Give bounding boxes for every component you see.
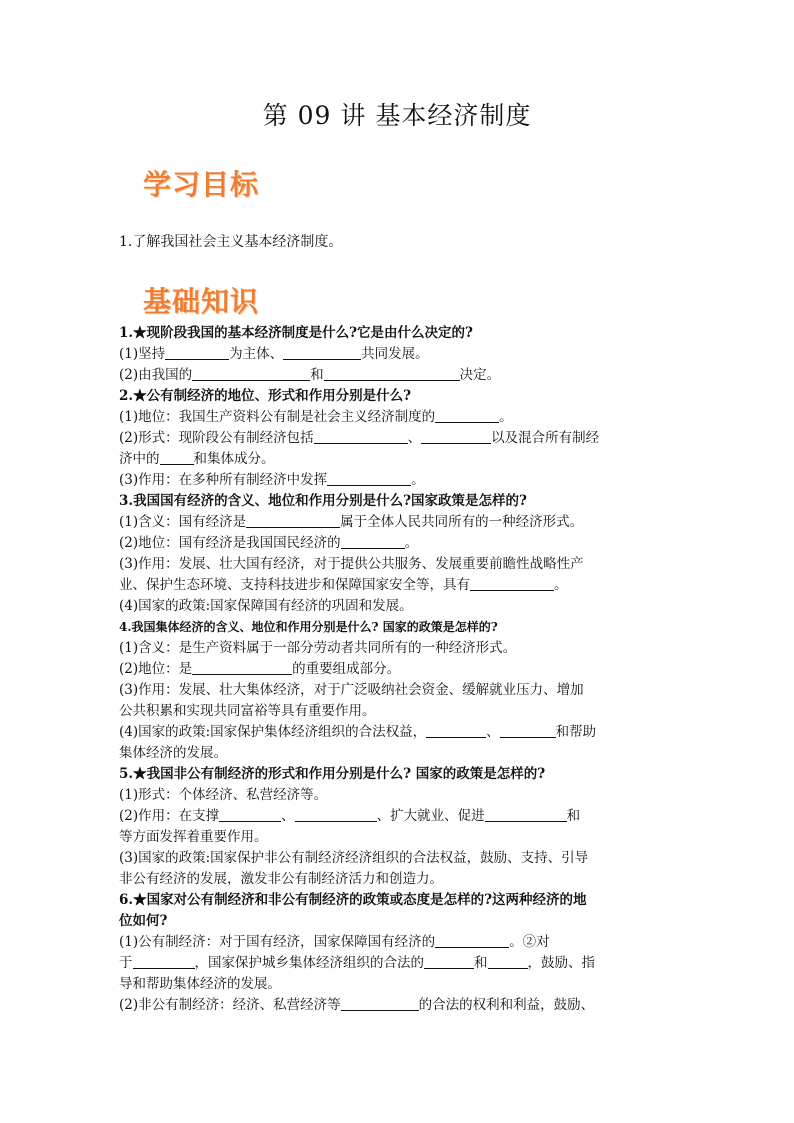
question-4-line: (2)地位：是 的重要组成部分。 [119,661,401,677]
fill-blank [160,450,194,465]
fill-blank [165,345,229,360]
fill-blank [341,534,405,549]
question-6-title: 6.★国家对公有制经济和非公有制经济的政策或态度是怎样的?这两种经济的地 [119,892,587,908]
fill-blank [341,996,419,1011]
question-2-line: (1)地位：我国生产资料公有制是社会主义经济制度的 。 [119,409,513,425]
question-4-line: (4)国家的政策:国家保护集体经济组织的合法权益， 、 和帮助 [119,724,597,740]
fill-blank [485,807,567,822]
question-3-line: (1)含义：国有经济是 属于全体人民共同所有的一种经济形式。 [119,514,584,530]
question-4-line: (3)作用：发展、壮大集体经济，对于广泛吸纳社会资金、缓解就业压力、增加 [119,682,584,698]
fill-blank [192,366,310,381]
question-6-line: 导和帮助集体经济的发展。 [119,976,281,992]
question-3-line: (4)国家的政策:国家保障国有经济的巩固和发展。 [119,598,413,614]
fill-blank [435,408,499,423]
question-5-title: 5.★我国非公有制经济的形式和作用分别是什么? 国家的政策是怎样的? [119,766,546,782]
fill-blank [327,471,411,486]
fill-blank [192,660,292,675]
fill-blank [424,954,474,969]
fill-blank [314,429,408,444]
fill-blank [426,723,486,738]
question-4-line: 公共积累和实现共同富裕等具有重要作用。 [119,703,376,719]
fill-blank [133,954,195,969]
fill-blank [219,807,281,822]
fill-blank [500,723,556,738]
question-1-line: (1)坚持 为主体、 共同发展。 [119,346,429,362]
fill-blank [488,954,528,969]
fill-blank [246,513,340,528]
fill-blank [283,345,361,360]
page-title: 第 09 讲 基本经济制度 [262,101,532,130]
question-5-line: (1)形式：个体经济、私营经济等。 [119,787,328,803]
question-5-line: (3)国家的政策:国家保护非公有制经济经济组织的合法权益，鼓励、支持、引导 [119,850,589,866]
fill-blank [324,366,460,381]
question-3-line: (2)地位：国有经济是我国国民经济的 。 [119,535,419,551]
question-6-title: 位如何? [119,913,168,929]
question-6-line: (2)非公有制经济：经济、私营经济等 的合法的权利和利益，鼓励、 [119,997,595,1013]
question-4-line: 集体经济的发展。 [119,745,227,761]
question-4-title: 4.我国集体经济的含义、地位和作用分别是什么? 国家的政策是怎样的? [119,620,498,634]
question-1-line: (2)由我国的 和 决定。 [119,367,501,383]
question-2-line: (2)形式：现阶段公有制经济包括 、 以及混合所有制经 [119,430,600,446]
question-6-line: 于 ，国家保护城乡集体经济组织的合法的 和 ，鼓励、指 [119,955,595,971]
question-3-title: 3.我国国有经济的含义、地位和作用分别是什么?国家政策是怎样的? [119,493,527,509]
question-6-line: (1)公有制经济：对于国有经济，国家保障国有经济的 。②对 [119,934,550,950]
question-2-line: (3)作用：在多种所有制经济中发挥 。 [119,472,425,488]
question-2-title: 2.★公有制经济的地位、形式和作用分别是什么? [119,388,412,404]
goal-item: 1.了解我国社会主义基本经济制度。 [119,234,343,250]
fill-blank [435,933,509,948]
knowledge-heading: 基础知识 [143,285,260,318]
knowledge-content [119,323,679,1016]
question-5-line: (2)作用：在支撑 、 、扩大就业、促进 和 [119,808,581,824]
question-5-line: 非公有经济的发展，激发非公有制经济活力和创造力。 [119,871,443,887]
question-1-title: 1.★现阶段我国的基本经济制度是什么?它是由什么决定的? [119,325,473,341]
fill-blank [295,807,377,822]
question-5-line: 等方面发挥着重要作用。 [119,829,268,845]
question-2-line: 济中的 和集体成分。 [119,451,275,467]
question-3-line: (3)作用：发展、壮大国有经济，对于提供公共服务、发展重要前瞻性战略性产 [119,556,584,572]
fill-blank [421,429,491,444]
question-3-line: 业、保护生态环境、支持科技进步和保障国家安全等，具有 。 [119,577,568,593]
goals-heading: 学习目标 [143,168,260,201]
fill-blank [470,576,554,591]
question-4-line: (1)含义：是生产资料属于一部分劳动者共同所有的一种经济形式。 [119,640,517,656]
